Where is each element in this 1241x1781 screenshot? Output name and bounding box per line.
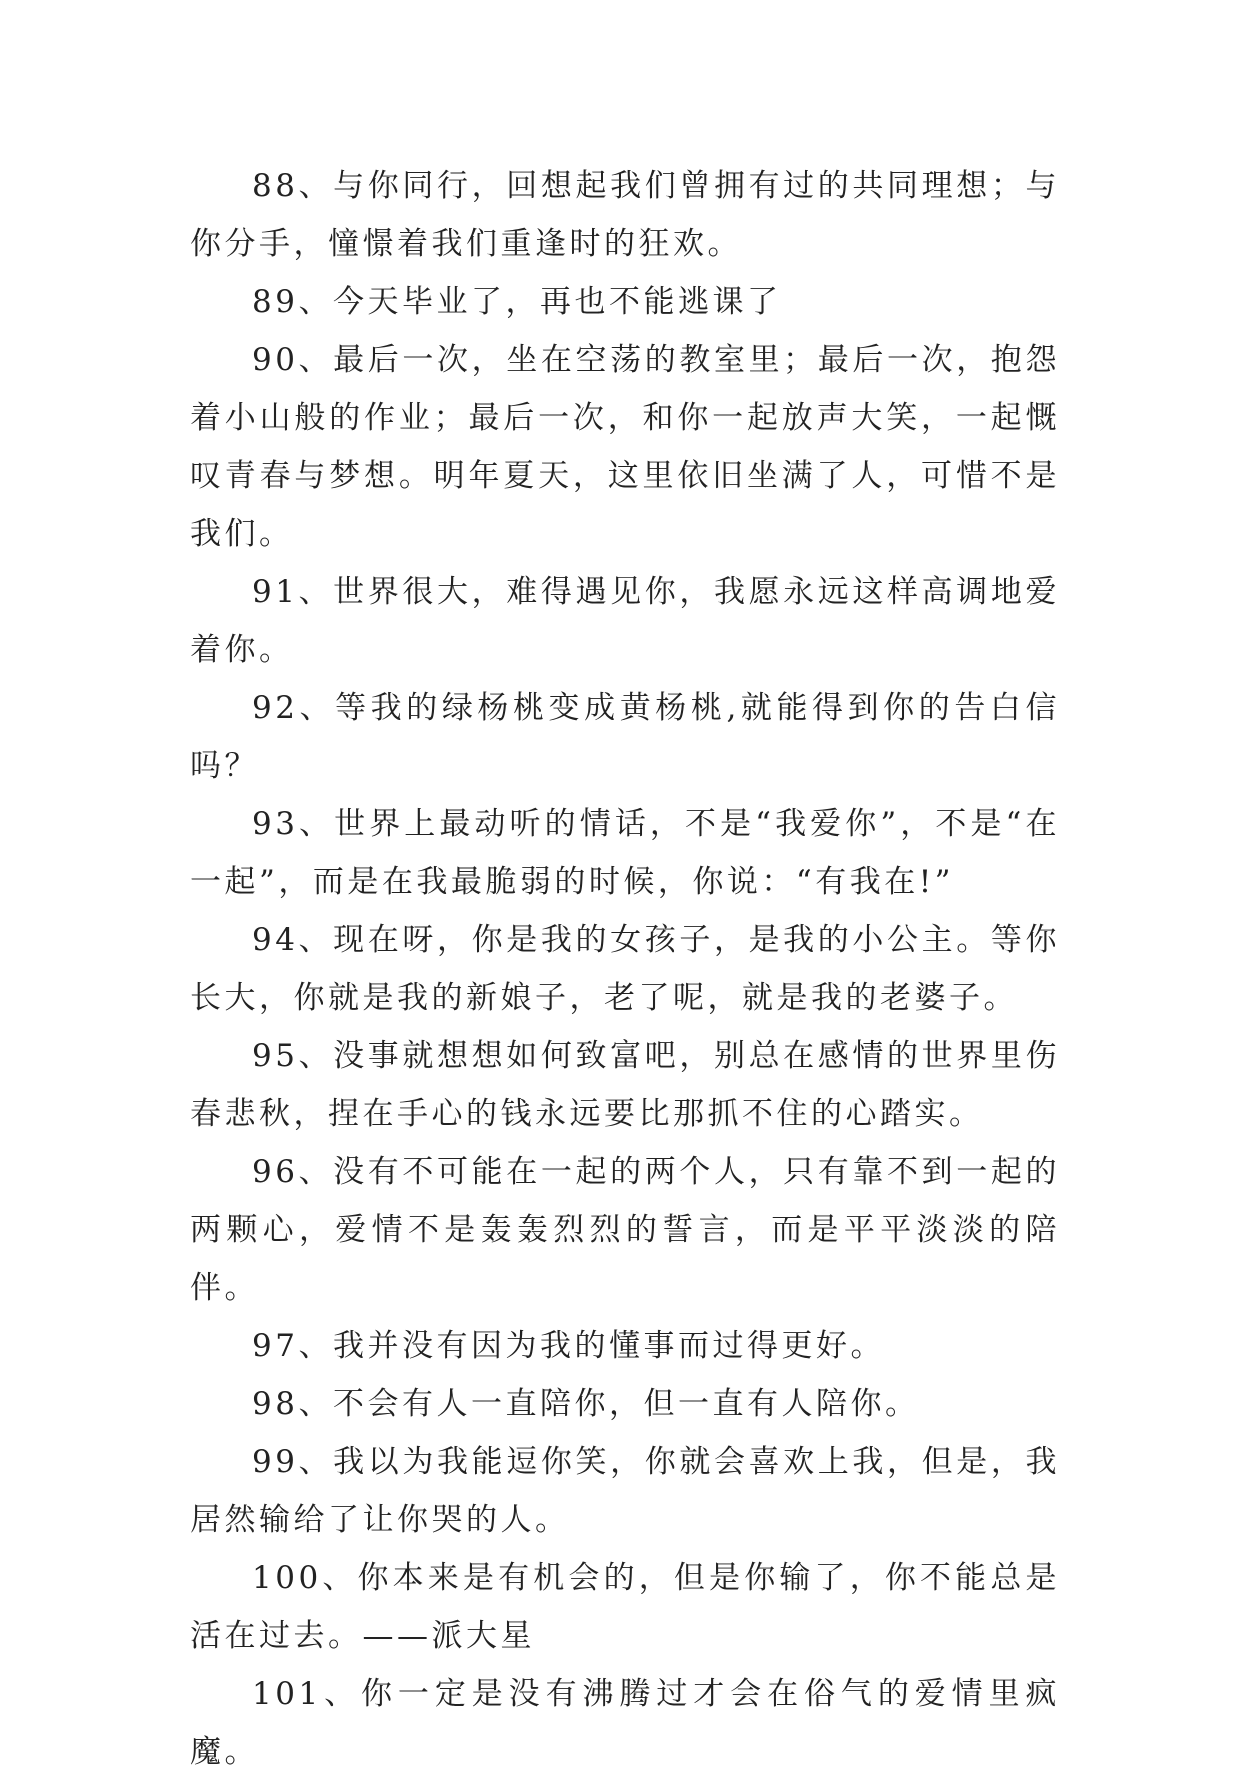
paragraph-90: 90、最后一次，坐在空荡的教室里；最后一次，抱怨着小山般的作业；最后一次，和你一起放声大笑，一起慨叹青春与梦想。明年夏天，这里依旧坐满了人，可惜不是我们。: [190, 342, 1060, 552]
paragraph-101: 101、你一定是没有沸腾过才会在俗气的爱情里疯魔。: [190, 1676, 1060, 1770]
paragraph-89: 89、今天毕业了，再也不能逃课了: [252, 284, 782, 320]
paragraph-97: 97、我并没有因为我的懂事而过得更好。: [252, 1328, 885, 1364]
document-body: [190, 157, 1060, 1781]
paragraph-100: 100、你本来是有机会的，但是你输了，你不能总是活在过去。——派大星: [190, 1560, 1060, 1654]
paragraph-95: 95、没事就想想如何致富吧，别总在感情的世界里伤春悲秋，捏在手心的钱永远要比那抓不住的心踏实。: [190, 1038, 1060, 1132]
paragraph-91: 91、世界很大，难得遇见你，我愿永远这样高调地爱着你。: [190, 574, 1060, 668]
paragraph-99: 99、我以为我能逗你笑，你就会喜欢上我，但是，我居然输给了让你哭的人。: [190, 1444, 1060, 1538]
paragraph-94: 94、现在呀，你是我的女孩子，是我的小公主。等你长大，你就是我的新娘子，老了呢，就是我的老婆子。: [190, 922, 1060, 1016]
paragraph-92: 92、等我的绿杨桃变成黄杨桃,就能得到你的告白信吗？: [190, 690, 1060, 784]
paragraph-93: 93、世界上最动听的情话，不是“我爱你”，不是“在一起”，而是在我最脆弱的时候，你说：“有我在!”: [190, 806, 1060, 900]
paragraph-88: 88、与你同行，回想起我们曾拥有过的共同理想；与你分手，憧憬着我们重逢时的狂欢。: [190, 168, 1060, 262]
paragraph-98: 98、不会有人一直陪你，但一直有人陪你。: [252, 1386, 920, 1422]
paragraph-96: 96、没有不可能在一起的两个人，只有靠不到一起的两颗心，爱情不是轰轰烈烈的誓言，而是平平淡淡的陪伴。: [190, 1154, 1060, 1306]
